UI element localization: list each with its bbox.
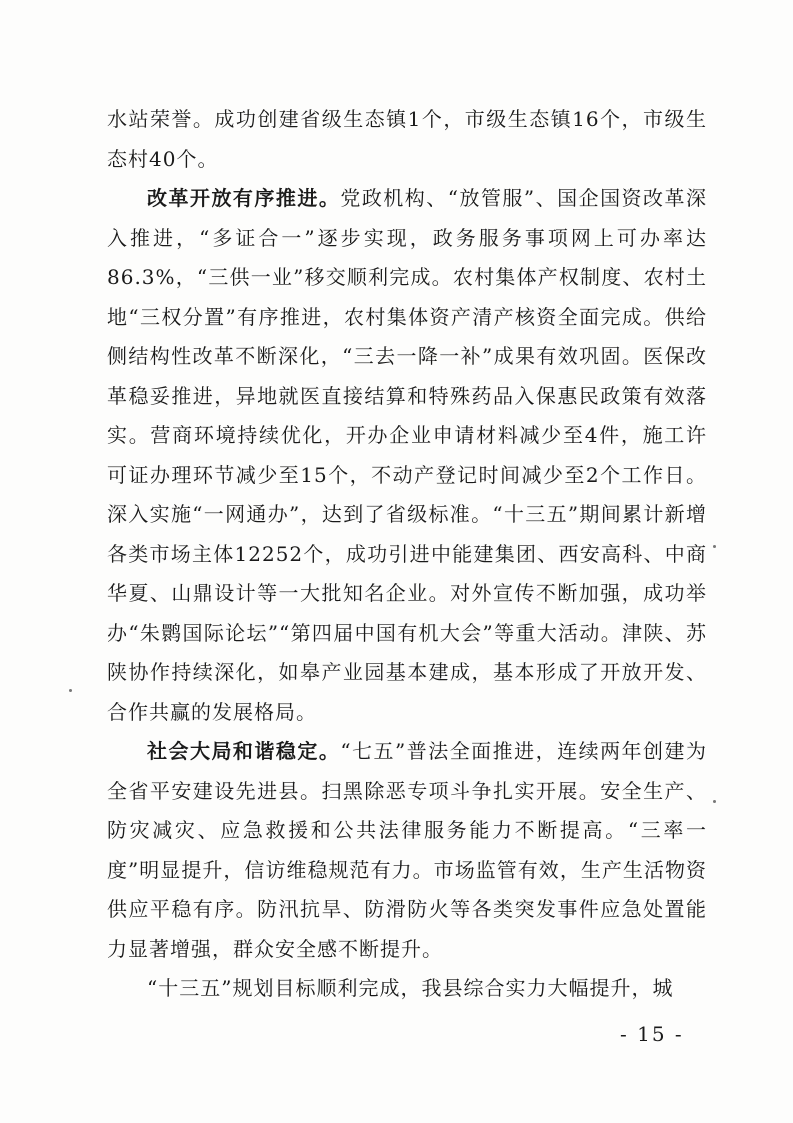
paragraph-reform-opening <box>107 179 707 732</box>
paragraph-4-text: “十三五”规划目标顺利完成，我县综合实力大幅提升，城 <box>147 976 674 1000</box>
paragraph-social-stability <box>107 732 707 969</box>
page-number: - 15 - <box>620 1022 684 1046</box>
paragraph-2-heading: 改革开放有序推进。 <box>147 186 341 210</box>
body-text <box>107 100 707 1009</box>
scan-speck <box>713 800 716 803</box>
paragraph-summary <box>107 969 707 1009</box>
paragraph-3-heading: 社会大局和谐稳定。 <box>147 739 341 763</box>
paragraph-1 <box>107 100 707 179</box>
scan-speck <box>69 689 72 692</box>
paragraph-1-text: 水站荣誉。成功创建省级生态镇1个，市级生态镇16个，市级生态村40个。 <box>107 107 707 171</box>
paragraph-3-text: “七五”普法全面推进，连续两年创建为全省平安建设先进县。扫黑除恶专项斗争扎实开展。安全生产、防灾减灾、应急救援和公共法律服务能力不断提高。“三率一度”明显提升，信访维稳规范有力。市场监管有效，生产生活物资供应平稳有序。防汛抗旱、防滑防火等各类突发事件应急处置能力显著增强，群众安全感不断提升。 <box>107 739 707 961</box>
scan-speck <box>713 545 716 548</box>
paragraph-2-text: 党政机构、“放管服”、国企国资改革深入推进，“多证合一”逐步实现，政务服务事项网上可办率达86.3%，“三供一业”移交顺利完成。农村集体产权制度、农村土地“三权分置”有序推进，农村集体资产清产核资全面完成。供给侧结构性改革不断深化，“三去一降一补”成果有效巩固。医保改革稳妥推进，异地就医直接结算和特殊药品入保惠民政策有效落实。营商环境持续优化，开办企业申请材料减少至4件，施工许可证办理环节减少至15个，不动产登记时间减少至2个工作日。深入实施“一网通办”，达到了省级标准。“十三五”期间累计新增各类市场主体12252个，成功引进中能建集团、西安高科、中商华夏、山鼎设计等一大批知名企业。对外宣传不断加强，成功举办“朱鹮国际论坛”“第四届中国有机大会”等重大活动。津陕、苏陕协作持续深化，如皋产业园基本建成，基本形成了开放开发、合作共赢的发展格局。 <box>107 186 707 724</box>
